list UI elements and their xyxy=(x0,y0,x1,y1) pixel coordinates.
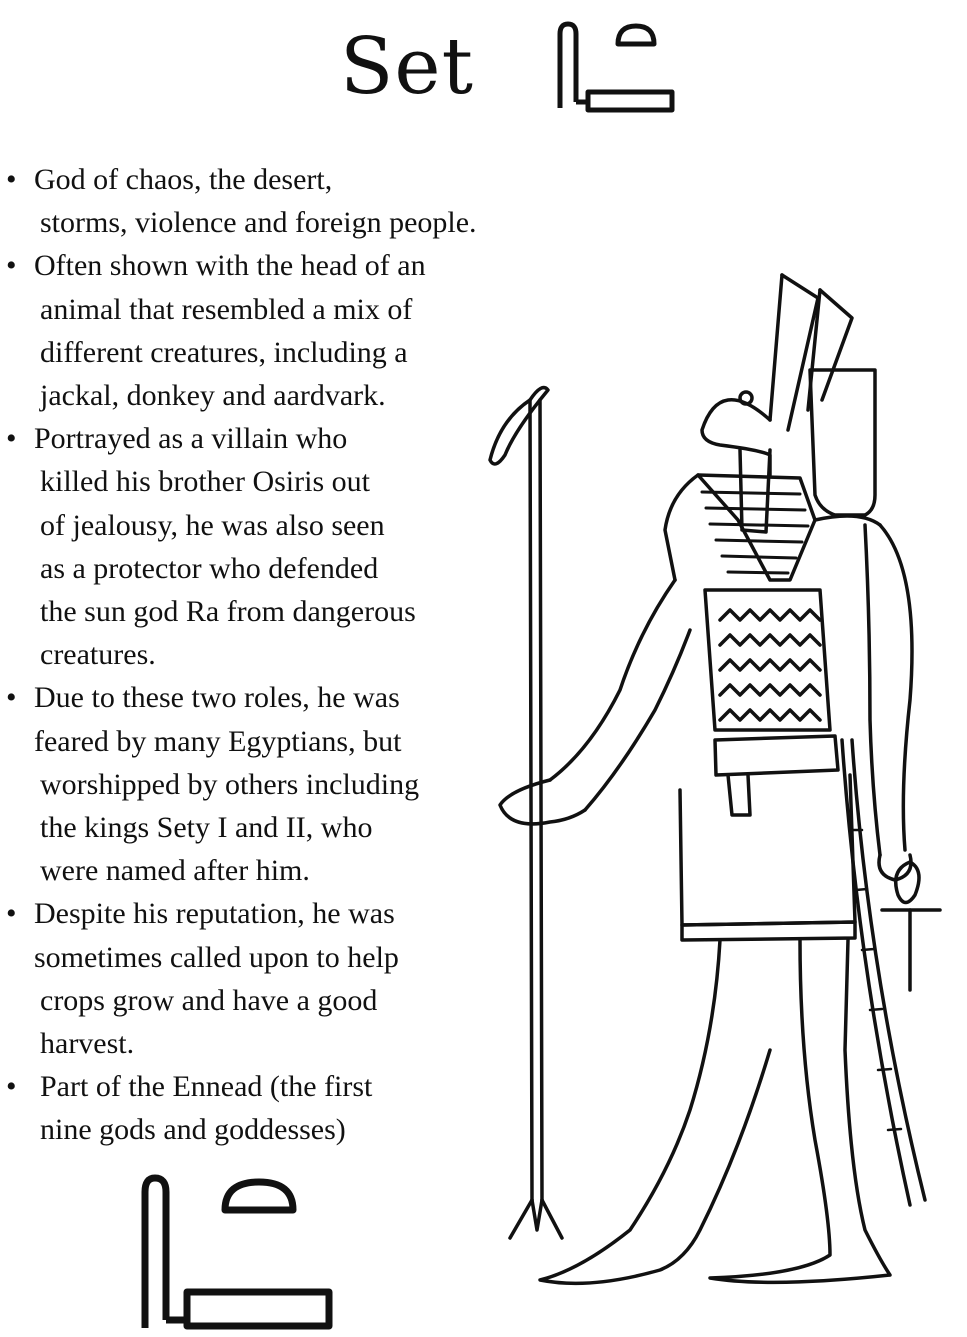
fact-line: • Despite his reputation, he was xyxy=(34,897,395,931)
fact-line: the sun god Ra from dangerous xyxy=(40,595,416,629)
fact-line: of jealousy, he was also seen xyxy=(40,508,385,542)
fact-line: • Portrayed as a villain who xyxy=(34,422,348,456)
fact-line: • Due to these two roles, he was xyxy=(34,681,400,715)
set-god-drawing xyxy=(470,270,960,1330)
fact-line: creatures. xyxy=(40,638,156,672)
fact-line: as a protector who defended xyxy=(40,551,379,585)
set-hieroglyph-icon xyxy=(552,20,677,115)
fact-line: • Often shown with the head of an xyxy=(34,249,426,283)
fact-line: sometimes called upon to help xyxy=(34,940,399,974)
fact-line: killed his brother Osiris out xyxy=(40,465,370,499)
fact-line: worshipped by others including xyxy=(40,767,420,801)
fact-line: nine gods and goddesses) xyxy=(40,1113,346,1147)
fact-line: • Part of the Ennead (the first xyxy=(40,1070,373,1104)
list-item xyxy=(6,158,566,244)
fact-line: jackal, donkey and aardvark. xyxy=(40,379,386,413)
fact-line: harvest. xyxy=(40,1027,135,1061)
fact-line: animal that resembled a mix of xyxy=(40,292,413,326)
fact-line: crops grow and have a good xyxy=(40,983,378,1017)
fact-line: feared by many Egyptians, but xyxy=(34,724,402,758)
set-hieroglyph-icon xyxy=(135,1170,340,1330)
fact-line: storms, violence and foreign people. xyxy=(40,206,477,240)
fact-line: the kings Sety I and II, who xyxy=(40,811,373,845)
fact-line: were named after him. xyxy=(40,854,310,888)
fact-line: • God of chaos, the desert, xyxy=(34,163,333,196)
page-title: Set xyxy=(340,22,474,112)
fact-line: different creatures, including a xyxy=(40,335,408,369)
